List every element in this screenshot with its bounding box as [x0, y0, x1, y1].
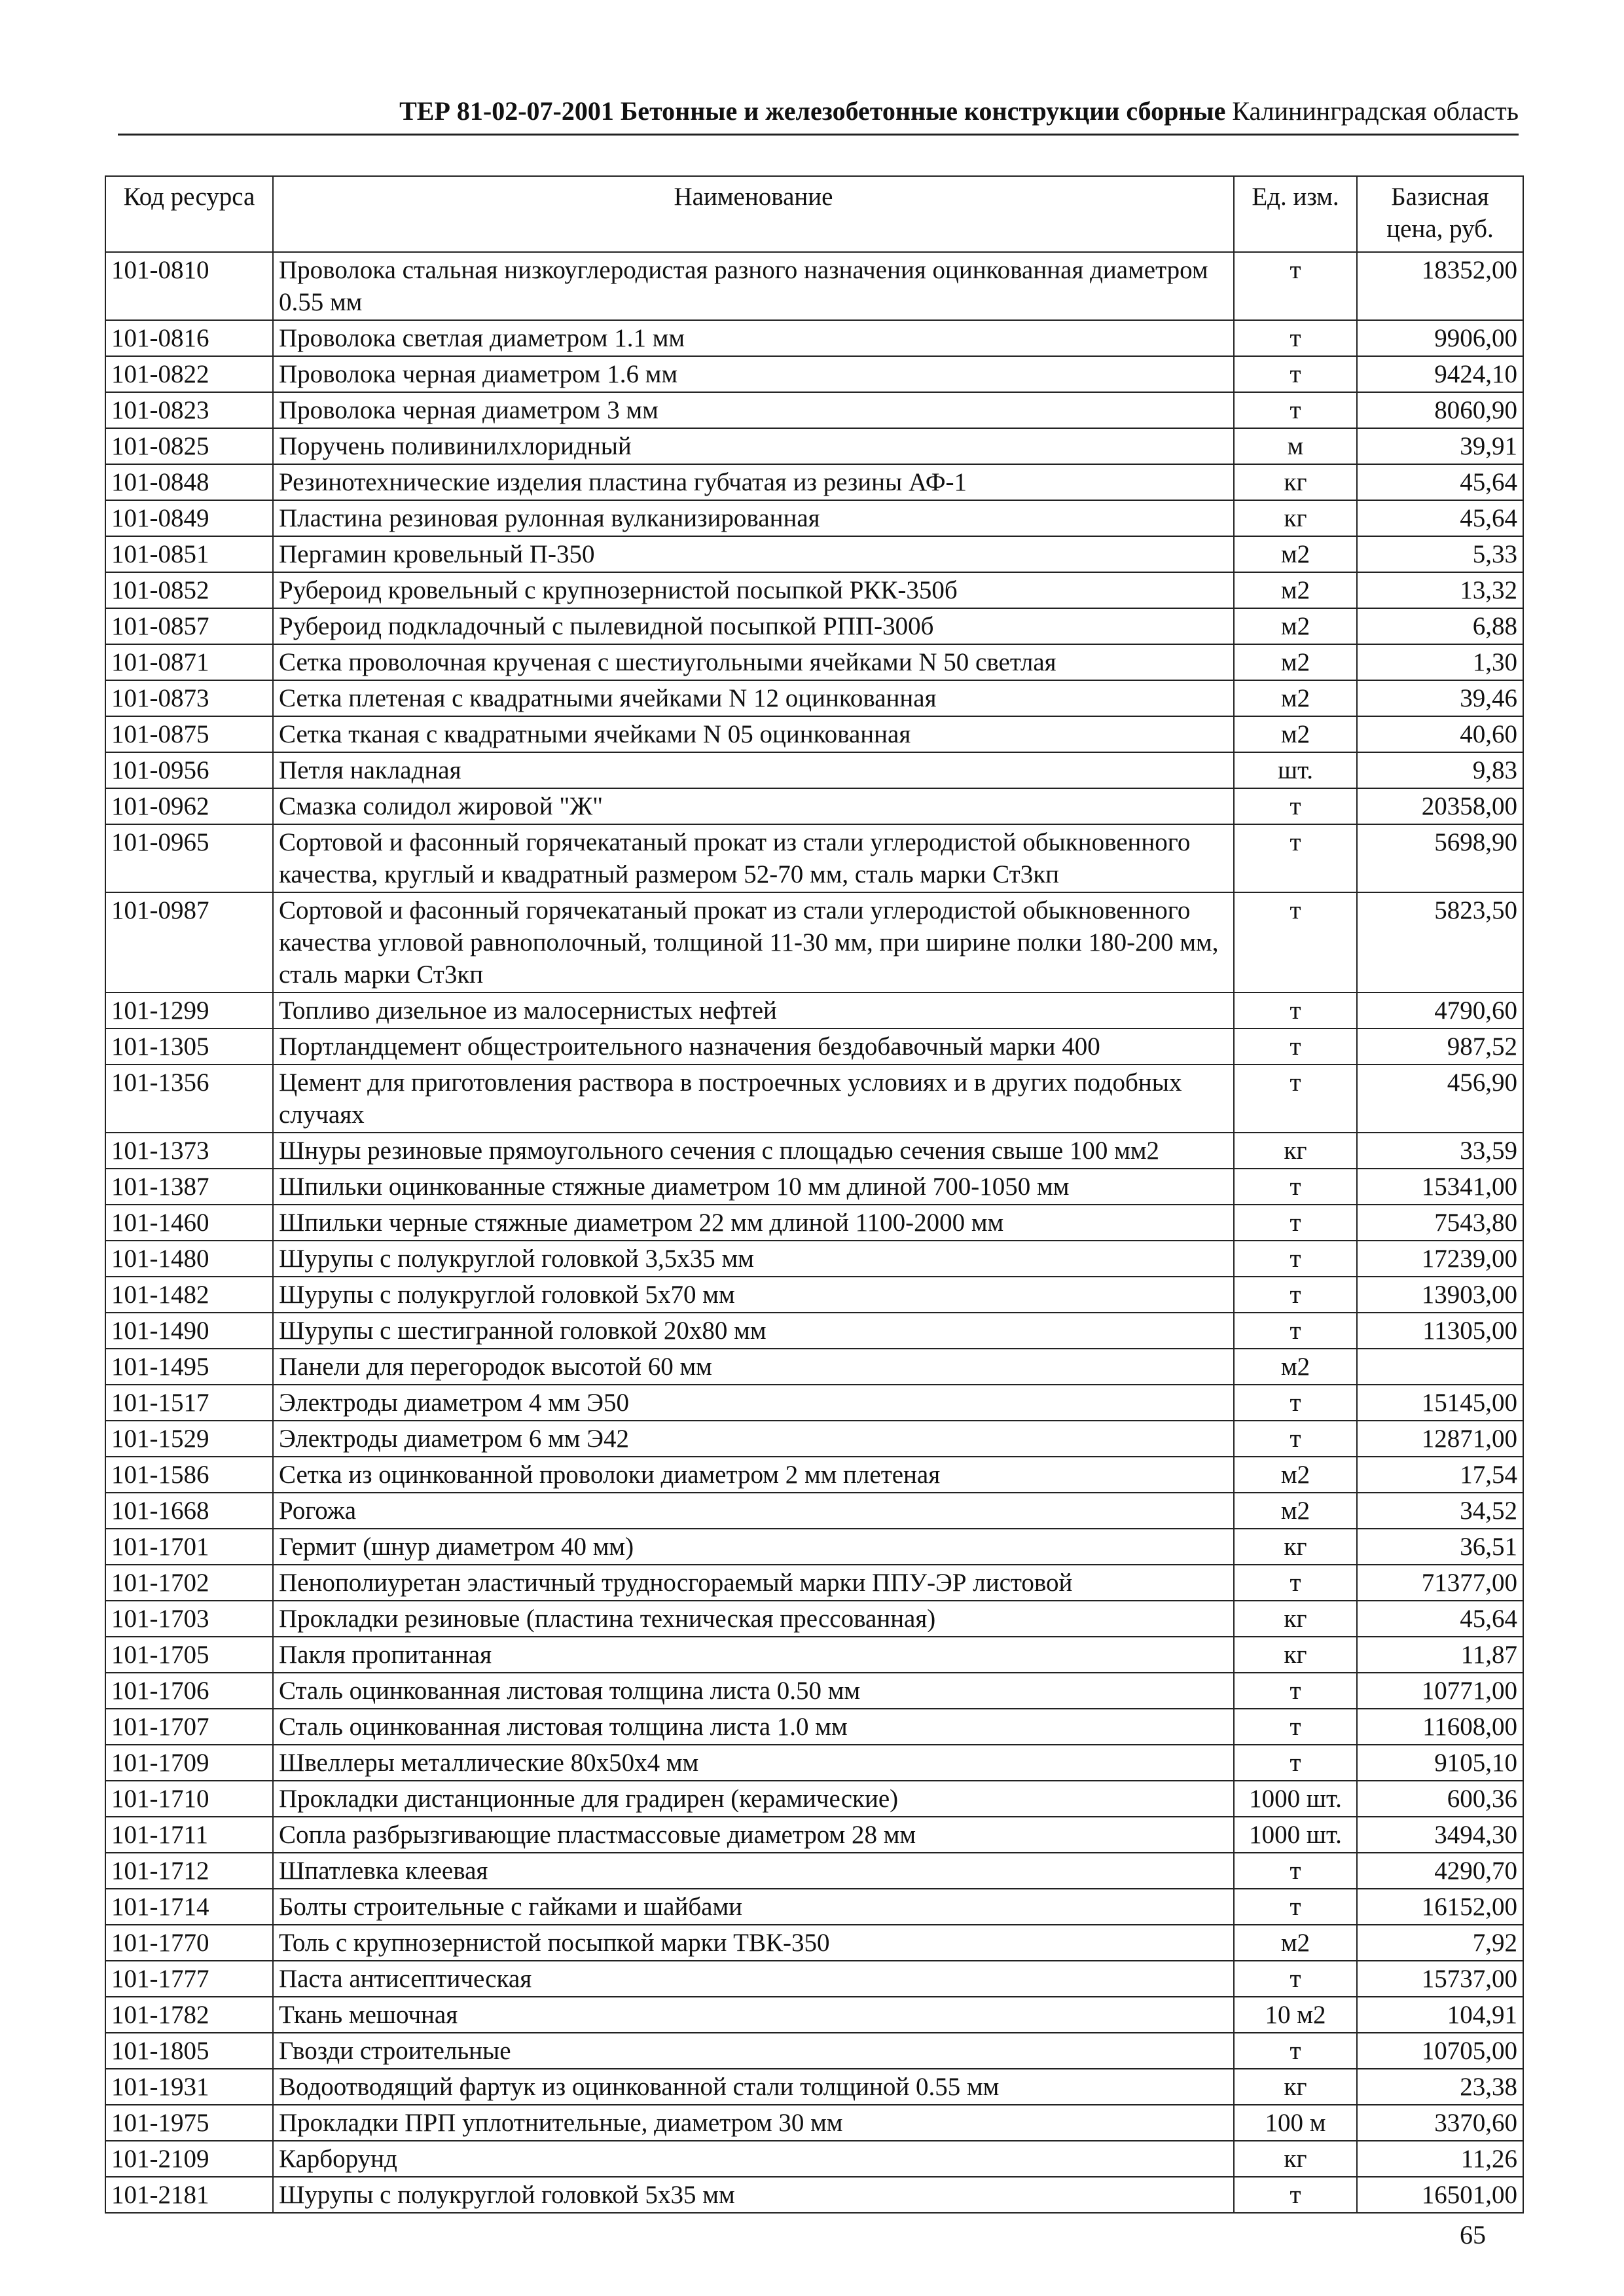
resource-name: Шурупы с полукруглой головкой 5х35 мм	[273, 2177, 1234, 2213]
resource-code: 101-0852	[105, 572, 273, 608]
base-price: 7,92	[1357, 1925, 1523, 1961]
base-price: 11,26	[1357, 2141, 1523, 2177]
unit-of-measure: т	[1234, 1709, 1357, 1745]
resource-code: 101-1495	[105, 1349, 273, 1385]
resource-code: 101-1299	[105, 993, 273, 1029]
resource-code: 101-1975	[105, 2105, 273, 2141]
resource-code: 101-1490	[105, 1313, 273, 1349]
unit-of-measure: м2	[1234, 680, 1357, 716]
resource-name: Толь с крупнозернистой посыпкой марки ТВК-350	[273, 1925, 1234, 1961]
table-row	[105, 1961, 1523, 1997]
resource-code: 101-1480	[105, 1241, 273, 1277]
table-row	[105, 1457, 1523, 1493]
table-row	[105, 1241, 1523, 1277]
base-price: 9424,10	[1357, 356, 1523, 392]
resource-code: 101-1714	[105, 1889, 273, 1925]
unit-of-measure: т	[1234, 1673, 1357, 1709]
resource-code: 101-0848	[105, 464, 273, 500]
table-row	[105, 892, 1523, 993]
unit-of-measure: т	[1234, 1421, 1357, 1457]
table-row	[105, 428, 1523, 464]
table-row	[105, 2177, 1523, 2213]
table-row	[105, 1029, 1523, 1065]
table-row	[105, 1065, 1523, 1133]
base-price: 17,54	[1357, 1457, 1523, 1493]
unit-of-measure: кг	[1234, 1133, 1357, 1169]
unit-of-measure: т	[1234, 824, 1357, 892]
table-row	[105, 644, 1523, 680]
resource-code: 101-1387	[105, 1169, 273, 1205]
table-row	[105, 752, 1523, 788]
resource-code: 101-1586	[105, 1457, 273, 1493]
resource-code: 101-0823	[105, 392, 273, 428]
resource-name: Шурупы с полукруглой головкой 3,5х35 мм	[273, 1241, 1234, 1277]
resource-name: Смазка солидол жировой "Ж"	[273, 788, 1234, 824]
resource-code: 101-2109	[105, 2141, 273, 2177]
base-price: 15341,00	[1357, 1169, 1523, 1205]
table-row	[105, 1205, 1523, 1241]
base-price: 1,30	[1357, 644, 1523, 680]
table-body	[105, 252, 1523, 2213]
table-row	[105, 1349, 1523, 1385]
table-row	[105, 2141, 1523, 2177]
table-row	[105, 1745, 1523, 1781]
base-price: 3494,30	[1357, 1817, 1523, 1853]
resource-code: 101-1702	[105, 1565, 273, 1601]
table-row	[105, 993, 1523, 1029]
base-price: 45,64	[1357, 464, 1523, 500]
unit-of-measure: т	[1234, 1065, 1357, 1133]
resource-code: 101-2181	[105, 2177, 273, 2213]
resource-code: 101-1770	[105, 1925, 273, 1961]
unit-of-measure: кг	[1234, 2141, 1357, 2177]
resource-code: 101-0962	[105, 788, 273, 824]
resource-code: 101-1701	[105, 1529, 273, 1565]
base-price: 71377,00	[1357, 1565, 1523, 1601]
base-price: 15145,00	[1357, 1385, 1523, 1421]
unit-of-measure: т	[1234, 1853, 1357, 1889]
resource-code: 101-0822	[105, 356, 273, 392]
resource-name: Пергамин кровельный П-350	[273, 536, 1234, 572]
resource-name: Болты строительные с гайками и шайбами	[273, 1889, 1234, 1925]
column-header-name: Наименование	[273, 176, 1234, 252]
resource-name: Портландцемент общестроительного назначения бездобавочный марки 400	[273, 1029, 1234, 1065]
table-row	[105, 680, 1523, 716]
table-row	[105, 252, 1523, 320]
region-label: Калининградская область	[1232, 96, 1519, 126]
table-row	[105, 572, 1523, 608]
resource-code: 101-0857	[105, 608, 273, 644]
base-price: 10705,00	[1357, 2033, 1523, 2069]
unit-of-measure: т	[1234, 1745, 1357, 1781]
base-price: 9,83	[1357, 752, 1523, 788]
resource-name: Рогожа	[273, 1493, 1234, 1529]
table-row	[105, 824, 1523, 892]
resource-name: Прокладки ПРП уплотнительные, диаметром 30 мм	[273, 2105, 1234, 2141]
unit-of-measure: т	[1234, 1565, 1357, 1601]
base-price: 9906,00	[1357, 320, 1523, 356]
unit-of-measure: т	[1234, 356, 1357, 392]
table-row	[105, 1493, 1523, 1529]
base-price: 5,33	[1357, 536, 1523, 572]
resource-name: Гвозди строительные	[273, 2033, 1234, 2069]
unit-of-measure: кг	[1234, 500, 1357, 536]
column-header-unit: Ед. изм.	[1234, 176, 1357, 252]
resource-code: 101-1712	[105, 1853, 273, 1889]
resource-name: Сталь оцинкованная листовая толщина листа 1.0 мм	[273, 1709, 1234, 1745]
resource-name: Петля накладная	[273, 752, 1234, 788]
unit-of-measure: 1000 шт.	[1234, 1817, 1357, 1853]
resource-name: Панели для перегородок высотой 60 мм	[273, 1349, 1234, 1385]
page-header	[118, 92, 1519, 136]
resource-code: 101-0816	[105, 320, 273, 356]
resource-name: Шнуры резиновые прямоугольного сечения с площадью сечения свыше 100 мм2	[273, 1133, 1234, 1169]
resource-code: 101-0851	[105, 536, 273, 572]
unit-of-measure: м2	[1234, 644, 1357, 680]
unit-of-measure: м2	[1234, 1925, 1357, 1961]
base-price: 20358,00	[1357, 788, 1523, 824]
resource-code: 101-1517	[105, 1385, 273, 1421]
base-price: 45,64	[1357, 500, 1523, 536]
base-price: 16152,00	[1357, 1889, 1523, 1925]
base-price: 18352,00	[1357, 252, 1523, 320]
unit-of-measure: кг	[1234, 2069, 1357, 2105]
resource-name: Пластина резиновая рулонная вулканизированная	[273, 500, 1234, 536]
table-row	[105, 2105, 1523, 2141]
base-price: 9105,10	[1357, 1745, 1523, 1781]
resource-name: Сопла разбрызгивающие пластмассовые диаметром 28 мм	[273, 1817, 1234, 1853]
resource-name: Проволока черная диаметром 3 мм	[273, 392, 1234, 428]
base-price: 16501,00	[1357, 2177, 1523, 2213]
base-price: 7543,80	[1357, 1205, 1523, 1241]
resource-code: 101-1305	[105, 1029, 273, 1065]
unit-of-measure: т	[1234, 1313, 1357, 1349]
base-price: 13,32	[1357, 572, 1523, 608]
resource-code: 101-0825	[105, 428, 273, 464]
unit-of-measure: м2	[1234, 1349, 1357, 1385]
table-row	[105, 1601, 1523, 1637]
resource-code: 101-1709	[105, 1745, 273, 1781]
unit-of-measure: т	[1234, 1241, 1357, 1277]
table-row	[105, 716, 1523, 752]
resource-code: 101-1777	[105, 1961, 273, 1997]
table-row	[105, 2069, 1523, 2105]
unit-of-measure: м	[1234, 428, 1357, 464]
table-row	[105, 1277, 1523, 1313]
unit-of-measure: т	[1234, 2033, 1357, 2069]
unit-of-measure: шт.	[1234, 752, 1357, 788]
unit-of-measure: т	[1234, 320, 1357, 356]
base-price: 13903,00	[1357, 1277, 1523, 1313]
unit-of-measure: т	[1234, 1961, 1357, 1997]
base-price: 4790,60	[1357, 993, 1523, 1029]
base-price: 39,46	[1357, 680, 1523, 716]
table-row	[105, 1817, 1523, 1853]
resource-name: Сортовой и фасонный горячекатаный прокат из стали углеродистой обыкновенного качества, круглый и квадратный размером 52-70 мм, сталь марки Ст3кп	[273, 824, 1234, 892]
table-row	[105, 1133, 1523, 1169]
base-price: 39,91	[1357, 428, 1523, 464]
resource-code: 101-1460	[105, 1205, 273, 1241]
resource-name: Сетка плетеная с квадратными ячейками N 12 оцинкованная	[273, 680, 1234, 716]
resource-name: Водоотводящий фартук из оцинкованной стали толщиной 0.55 мм	[273, 2069, 1234, 2105]
base-price: 40,60	[1357, 716, 1523, 752]
base-price: 600,36	[1357, 1781, 1523, 1817]
base-price: 15737,00	[1357, 1961, 1523, 1997]
base-price: 12871,00	[1357, 1421, 1523, 1457]
resource-name: Проволока светлая диаметром 1.1 мм	[273, 320, 1234, 356]
unit-of-measure: кг	[1234, 1637, 1357, 1673]
resource-price-table	[105, 175, 1524, 2214]
unit-of-measure: т	[1234, 993, 1357, 1029]
resource-name: Цемент для приготовления раствора в построечных условиях и в других подобных случаях	[273, 1065, 1234, 1133]
base-price: 11608,00	[1357, 1709, 1523, 1745]
base-price: 456,90	[1357, 1065, 1523, 1133]
unit-of-measure: т	[1234, 1205, 1357, 1241]
base-price: 5698,90	[1357, 824, 1523, 892]
table-row	[105, 1889, 1523, 1925]
table-row	[105, 536, 1523, 572]
table-row	[105, 1637, 1523, 1673]
table-row	[105, 1925, 1523, 1961]
unit-of-measure: кг	[1234, 1529, 1357, 1565]
resource-code: 101-1373	[105, 1133, 273, 1169]
base-price: 11,87	[1357, 1637, 1523, 1673]
resource-name: Прокладки резиновые (пластина техническая прессованная)	[273, 1601, 1234, 1637]
table-row	[105, 788, 1523, 824]
base-price: 8060,90	[1357, 392, 1523, 428]
table-row	[105, 356, 1523, 392]
table-row	[105, 1673, 1523, 1709]
resource-name: Резинотехнические изделия пластина губчатая из резины АФ-1	[273, 464, 1234, 500]
unit-of-measure: т	[1234, 892, 1357, 993]
unit-of-measure: т	[1234, 788, 1357, 824]
resource-code: 101-0987	[105, 892, 273, 993]
document-title: ТЕР 81-02-07-2001 Бетонные и железобетонные конструкции сборные	[399, 96, 1226, 126]
table-row	[105, 2033, 1523, 2069]
resource-code: 101-1356	[105, 1065, 273, 1133]
resource-name: Швеллеры металлические 80х50х4 мм	[273, 1745, 1234, 1781]
base-price: 17239,00	[1357, 1241, 1523, 1277]
resource-code: 101-1782	[105, 1997, 273, 2033]
resource-code: 101-1703	[105, 1601, 273, 1637]
base-price: 6,88	[1357, 608, 1523, 644]
resource-name: Топливо дизельное из малосернистых нефтей	[273, 993, 1234, 1029]
resource-name: Паста антисептическая	[273, 1961, 1234, 1997]
resource-name: Сталь оцинкованная листовая толщина листа 0.50 мм	[273, 1673, 1234, 1709]
base-price: 3370,60	[1357, 2105, 1523, 2141]
base-price: 4290,70	[1357, 1853, 1523, 1889]
page-number: 65	[1460, 2220, 1486, 2250]
table-row	[105, 1565, 1523, 1601]
resource-code: 101-0849	[105, 500, 273, 536]
resource-code: 101-1707	[105, 1709, 273, 1745]
unit-of-measure: т	[1234, 1385, 1357, 1421]
resource-name: Проволока стальная низкоуглеродистая разного назначения оцинкованная диаметром 0.55 мм	[273, 252, 1234, 320]
base-price: 34,52	[1357, 1493, 1523, 1529]
resource-name: Шурупы с шестигранной головкой 20х80 мм	[273, 1313, 1234, 1349]
unit-of-measure: кг	[1234, 464, 1357, 500]
table-row	[105, 1313, 1523, 1349]
resource-name: Проволока черная диаметром 1.6 мм	[273, 356, 1234, 392]
resource-name: Электроды диаметром 6 мм Э42	[273, 1421, 1234, 1457]
resource-name: Шпатлевка клеевая	[273, 1853, 1234, 1889]
resource-code: 101-1805	[105, 2033, 273, 2069]
unit-of-measure: 100 м	[1234, 2105, 1357, 2141]
resource-code: 101-0956	[105, 752, 273, 788]
resource-name: Карборунд	[273, 2141, 1234, 2177]
unit-of-measure: т	[1234, 252, 1357, 320]
resource-name: Пенополиуретан эластичный трудносгораемый марки ППУ-ЭР листовой	[273, 1565, 1234, 1601]
base-price: 36,51	[1357, 1529, 1523, 1565]
resource-name: Сортовой и фасонный горячекатаный прокат из стали углеродистой обыкновенного качества угловой равнополочный, толщиной 11-30 мм, при ширине полки 180-200 мм, сталь марки Ст3кп	[273, 892, 1234, 993]
table-row	[105, 1853, 1523, 1889]
resource-name: Электроды диаметром 4 мм Э50	[273, 1385, 1234, 1421]
unit-of-measure: т	[1234, 1277, 1357, 1313]
unit-of-measure: м2	[1234, 1493, 1357, 1529]
unit-of-measure: м2	[1234, 572, 1357, 608]
table-row	[105, 1421, 1523, 1457]
resource-code: 101-0871	[105, 644, 273, 680]
resource-name: Ткань мешочная	[273, 1997, 1234, 2033]
base-price: 5823,50	[1357, 892, 1523, 993]
resource-name: Сетка проволочная крученая с шестиугольными ячейками N 50 светлая	[273, 644, 1234, 680]
unit-of-measure: м2	[1234, 716, 1357, 752]
base-price: 10771,00	[1357, 1673, 1523, 1709]
table-row	[105, 500, 1523, 536]
unit-of-measure: т	[1234, 1029, 1357, 1065]
table-row	[105, 1169, 1523, 1205]
table-row	[105, 1781, 1523, 1817]
unit-of-measure: 10 м2	[1234, 1997, 1357, 2033]
resource-code: 101-1529	[105, 1421, 273, 1457]
resource-code: 101-1705	[105, 1637, 273, 1673]
unit-of-measure: 1000 шт.	[1234, 1781, 1357, 1817]
column-header-price: Базисная цена, руб.	[1357, 176, 1523, 252]
unit-of-measure: м2	[1234, 1457, 1357, 1493]
resource-code: 101-1668	[105, 1493, 273, 1529]
base-price: 23,38	[1357, 2069, 1523, 2105]
table-row	[105, 320, 1523, 356]
table-header-row	[105, 176, 1523, 252]
resource-code: 101-0873	[105, 680, 273, 716]
resource-name: Сетка из оцинкованной проволоки диаметром 2 мм плетеная	[273, 1457, 1234, 1493]
table-row	[105, 1385, 1523, 1421]
resource-code: 101-1482	[105, 1277, 273, 1313]
base-price: 33,59	[1357, 1133, 1523, 1169]
base-price: 45,64	[1357, 1601, 1523, 1637]
resource-name: Шпильки оцинкованные стяжные диаметром 10 мм длиной 700-1050 мм	[273, 1169, 1234, 1205]
unit-of-measure: м2	[1234, 536, 1357, 572]
resource-name: Поручень поливинилхлоридный	[273, 428, 1234, 464]
base-price	[1357, 1349, 1523, 1385]
resource-name: Шурупы с полукруглой головкой 5х70 мм	[273, 1277, 1234, 1313]
unit-of-measure: т	[1234, 392, 1357, 428]
resource-code: 101-1931	[105, 2069, 273, 2105]
base-price: 11305,00	[1357, 1313, 1523, 1349]
resource-name: Прокладки дистанционные для градирен (керамические)	[273, 1781, 1234, 1817]
table-row	[105, 1709, 1523, 1745]
resource-name: Пакля пропитанная	[273, 1637, 1234, 1673]
table-row	[105, 608, 1523, 644]
resource-code: 101-1706	[105, 1673, 273, 1709]
table-row	[105, 392, 1523, 428]
resource-code: 101-1711	[105, 1817, 273, 1853]
resource-name: Рубероид подкладочный с пылевидной посыпкой РПП-300б	[273, 608, 1234, 644]
resource-code: 101-0965	[105, 824, 273, 892]
resource-name: Гермит (шнур диаметром 40 мм)	[273, 1529, 1234, 1565]
base-price: 104,91	[1357, 1997, 1523, 2033]
base-price: 987,52	[1357, 1029, 1523, 1065]
unit-of-measure: т	[1234, 1169, 1357, 1205]
unit-of-measure: м2	[1234, 608, 1357, 644]
table-row	[105, 1997, 1523, 2033]
resource-name: Рубероид кровельный с крупнозернистой посыпкой РКК-350б	[273, 572, 1234, 608]
unit-of-measure: т	[1234, 1889, 1357, 1925]
resource-code: 101-0810	[105, 252, 273, 320]
resource-name: Шпильки черные стяжные диаметром 22 мм длиной 1100-2000 мм	[273, 1205, 1234, 1241]
resource-code: 101-0875	[105, 716, 273, 752]
column-header-code: Код ресурса	[105, 176, 273, 252]
resource-name: Сетка тканая с квадратными ячейками N 05 оцинкованная	[273, 716, 1234, 752]
table-row	[105, 1529, 1523, 1565]
table-row	[105, 464, 1523, 500]
unit-of-measure: т	[1234, 2177, 1357, 2213]
resource-code: 101-1710	[105, 1781, 273, 1817]
unit-of-measure: кг	[1234, 1601, 1357, 1637]
